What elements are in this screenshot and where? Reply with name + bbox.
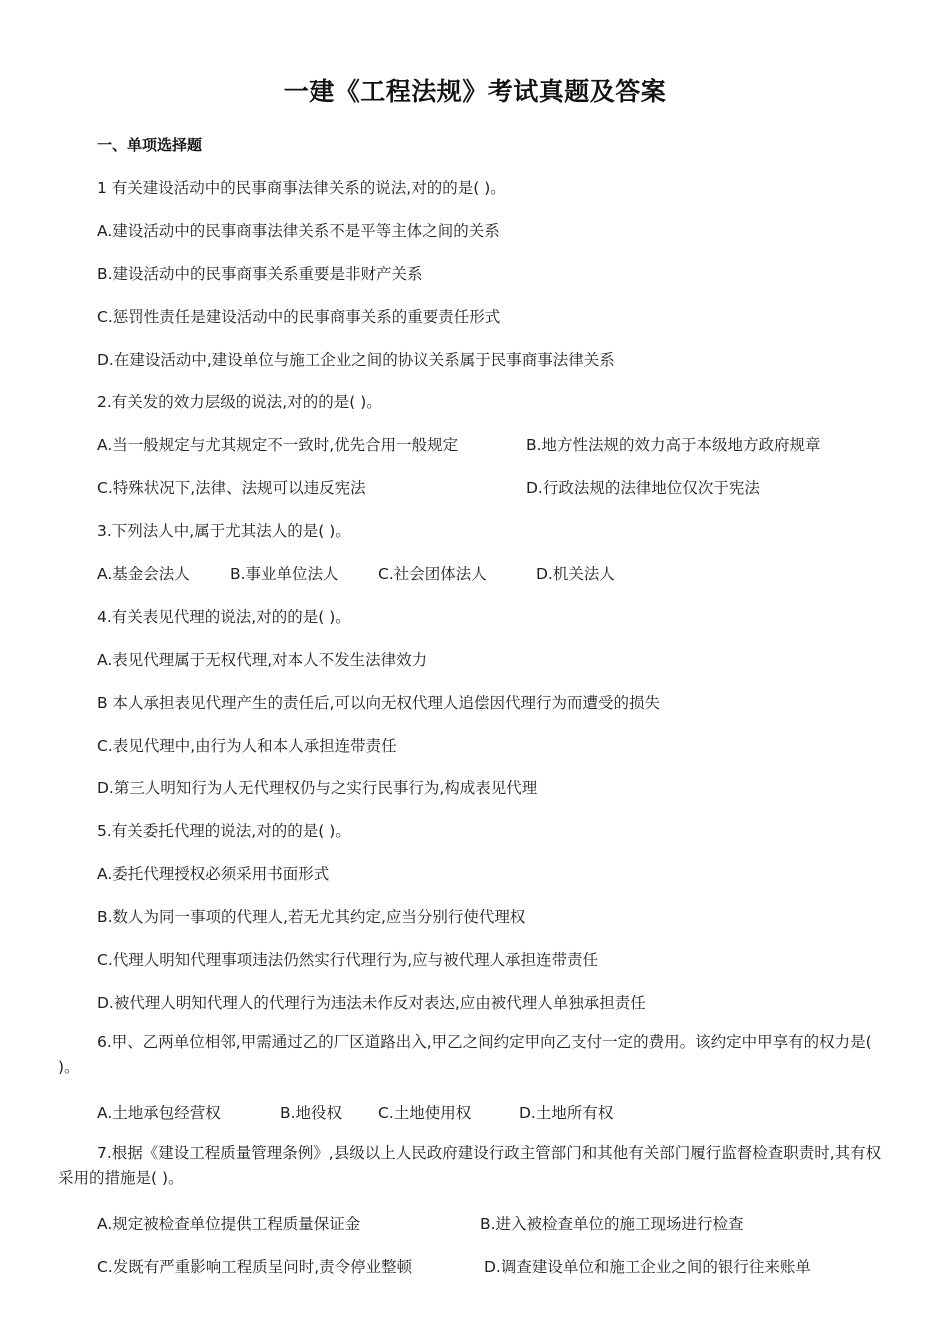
question-7-option-c: C.发既有严重影响工程质呈问时,责令停业整顿 [97, 1258, 413, 1276]
question-7-option-b: B.进入被检查单位的施工现场进行检查 [480, 1215, 744, 1233]
question-6-option-c: C.土地使用权 [378, 1104, 472, 1122]
question-2-option-b: B.地方性法规的效力高于本级地方政府规章 [526, 436, 821, 454]
question-1-option-b: B.建设活动中的民事商事关系重要是非财产关系 [97, 265, 423, 283]
question-2-option-d: D.行政法规的法律地位仅次于宪法 [526, 479, 760, 497]
question-3-option-c: C.社会团体法人 [378, 565, 487, 583]
question-5-option-c: C.代理人明知代理事项违法仍然实行代理行为,应与被代理人承担连带责任 [97, 951, 599, 969]
question-4-option-a: A.表见代理属于无权代理,对本人不发生法律效力 [97, 651, 428, 669]
question-3-option-a: A.基金会法人 [97, 565, 190, 583]
question-7-stem: 7.根据《建设工程质量管理条例》,县级以上人民政府建设行政主管部门和其他有关部门履行监督检查职责时,其有权采用的措施是( )。 [58, 1144, 882, 1187]
question-4-option-c: C.表见代理中,由行为人和本人承担连带责任 [97, 737, 397, 755]
page-title: 一建《工程法规》考试真题及答案 [283, 77, 667, 106]
question-6-option-a: A.土地承包经营权 [97, 1104, 221, 1122]
question-2-option-a: A.当一般规定与尤其规定不一致时,优先合用一般规定 [97, 436, 459, 454]
question-7-option-a: A.规定被检查单位提供工程质量保证金 [97, 1215, 361, 1233]
question-5-stem: 5.有关委托代理的说法,对的的是( )。 [97, 822, 351, 840]
question-6-stem: 6.甲、乙两单位相邻,甲需通过乙的厂区道路出入,甲乙之间约定甲向乙支付一定的费用。该约定中甲享有的权力是( )。 [58, 1033, 872, 1076]
question-4-option-b: B 本人承担表见代理产生的责任后,可以向无权代理人追偿因代理行为而遭受的损失 [97, 694, 660, 712]
question-5-option-b: B.数人为同一事项的代理人,若无尤其约定,应当分别行使代理权 [97, 908, 526, 926]
question-6-option-d: D.土地所有权 [519, 1104, 614, 1122]
question-4-stem: 4.有关表见代理的说法,对的的是( )。 [97, 608, 351, 626]
question-2-stem: 2.有关发的效力层级的说法,对的的是( )。 [97, 393, 382, 411]
question-1-option-c: C.惩罚性责任是建设活动中的民事商事关系的重要责任形式 [97, 308, 501, 326]
question-4-option-d: D.第三人明知行为人无代理权仍与之实行民事行为,构成表见代理 [97, 779, 538, 797]
question-5-option-d: D.被代理人明知代理人的代理行为违法未作反对表达,应由被代理人单独承担责任 [97, 994, 646, 1012]
question-1-stem: 1 有关建设活动中的民事商事法律关系的说法,对的的是( )。 [97, 179, 506, 197]
question-3-option-d: D.机关法人 [536, 565, 615, 583]
question-7-option-d: D.调查建设单位和施工企业之间的银行往来账单 [484, 1258, 811, 1276]
question-2-option-c: C.特殊状况下,法律、法规可以违反宪法 [97, 479, 366, 497]
question-5-option-a: A.委托代理授权必须采用书面形式 [97, 865, 330, 883]
question-6-option-b: B.地役权 [280, 1104, 343, 1122]
question-1-option-d: D.在建设活动中,建设单位与施工企业之间的协议关系属于民事商事法律关系 [97, 351, 615, 369]
section-heading: 一、单项选择题 [97, 136, 203, 154]
question-3-option-b: B.事业单位法人 [230, 565, 339, 583]
question-3-stem: 3.下列法人中,属于尤其法人的是( )。 [97, 522, 351, 540]
question-1-option-a: A.建设活动中的民事商事法律关系不是平等主体之间的关系 [97, 222, 500, 240]
